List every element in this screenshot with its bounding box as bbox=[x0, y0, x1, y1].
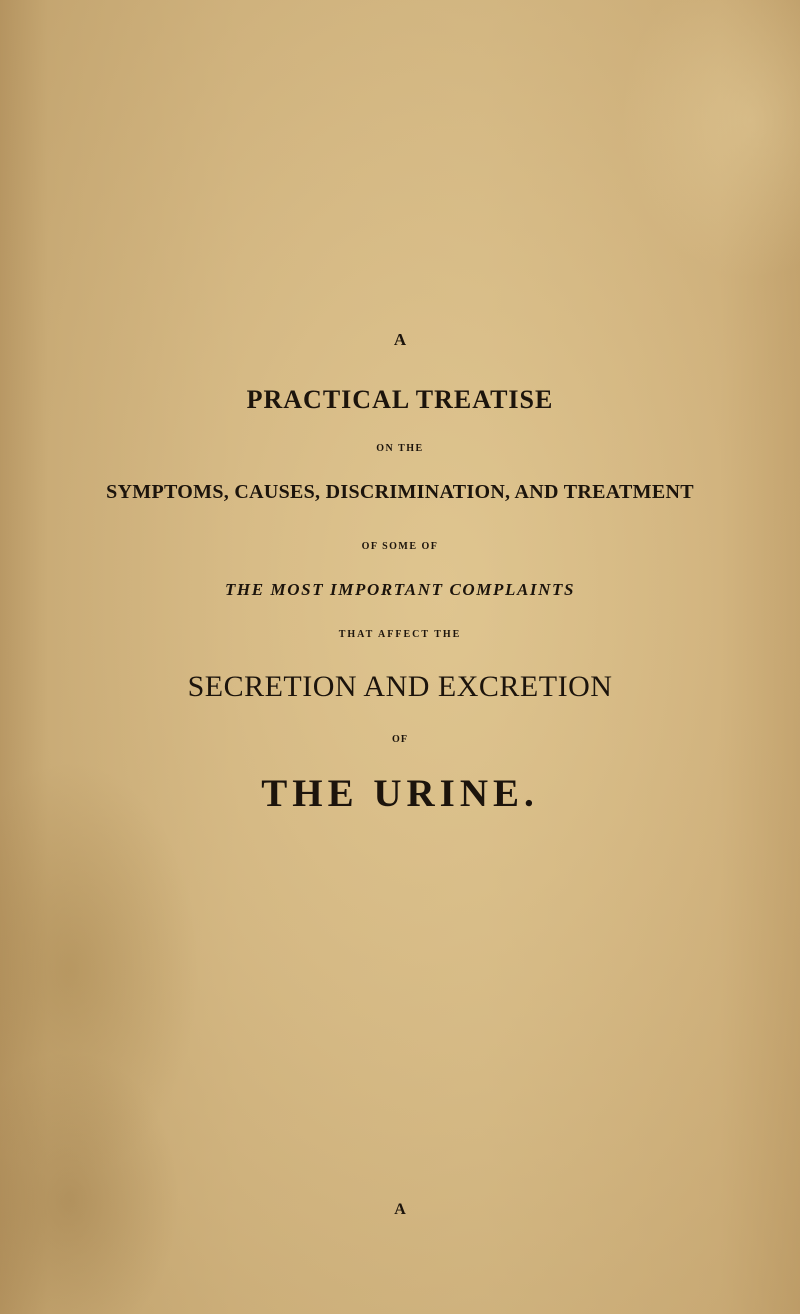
book-title: PRACTICAL TREATISE bbox=[246, 385, 554, 414]
complaints-line: THE MOST IMPORTANT COMPLAINTS bbox=[224, 580, 576, 599]
connector-of: OF bbox=[392, 734, 408, 745]
paper-stain bbox=[0, 1050, 180, 1314]
subject-line: SYMPTOMS, CAUSES, DISCRIMINATION, AND TREATMENT bbox=[106, 481, 694, 503]
connector-on-the: ON THE bbox=[376, 443, 424, 454]
paper-stain bbox=[620, 0, 800, 280]
connector-of-some-of: OF SOME OF bbox=[361, 541, 439, 552]
connector-that-affect: THAT AFFECT THE bbox=[338, 629, 462, 640]
title-article: A bbox=[393, 330, 407, 349]
secretion-line: SECRETION AND EXCRETION bbox=[187, 670, 613, 703]
signature-mark: A bbox=[394, 1201, 406, 1218]
paper-stain bbox=[0, 760, 200, 1180]
urine-line: THE URINE. bbox=[261, 772, 539, 815]
